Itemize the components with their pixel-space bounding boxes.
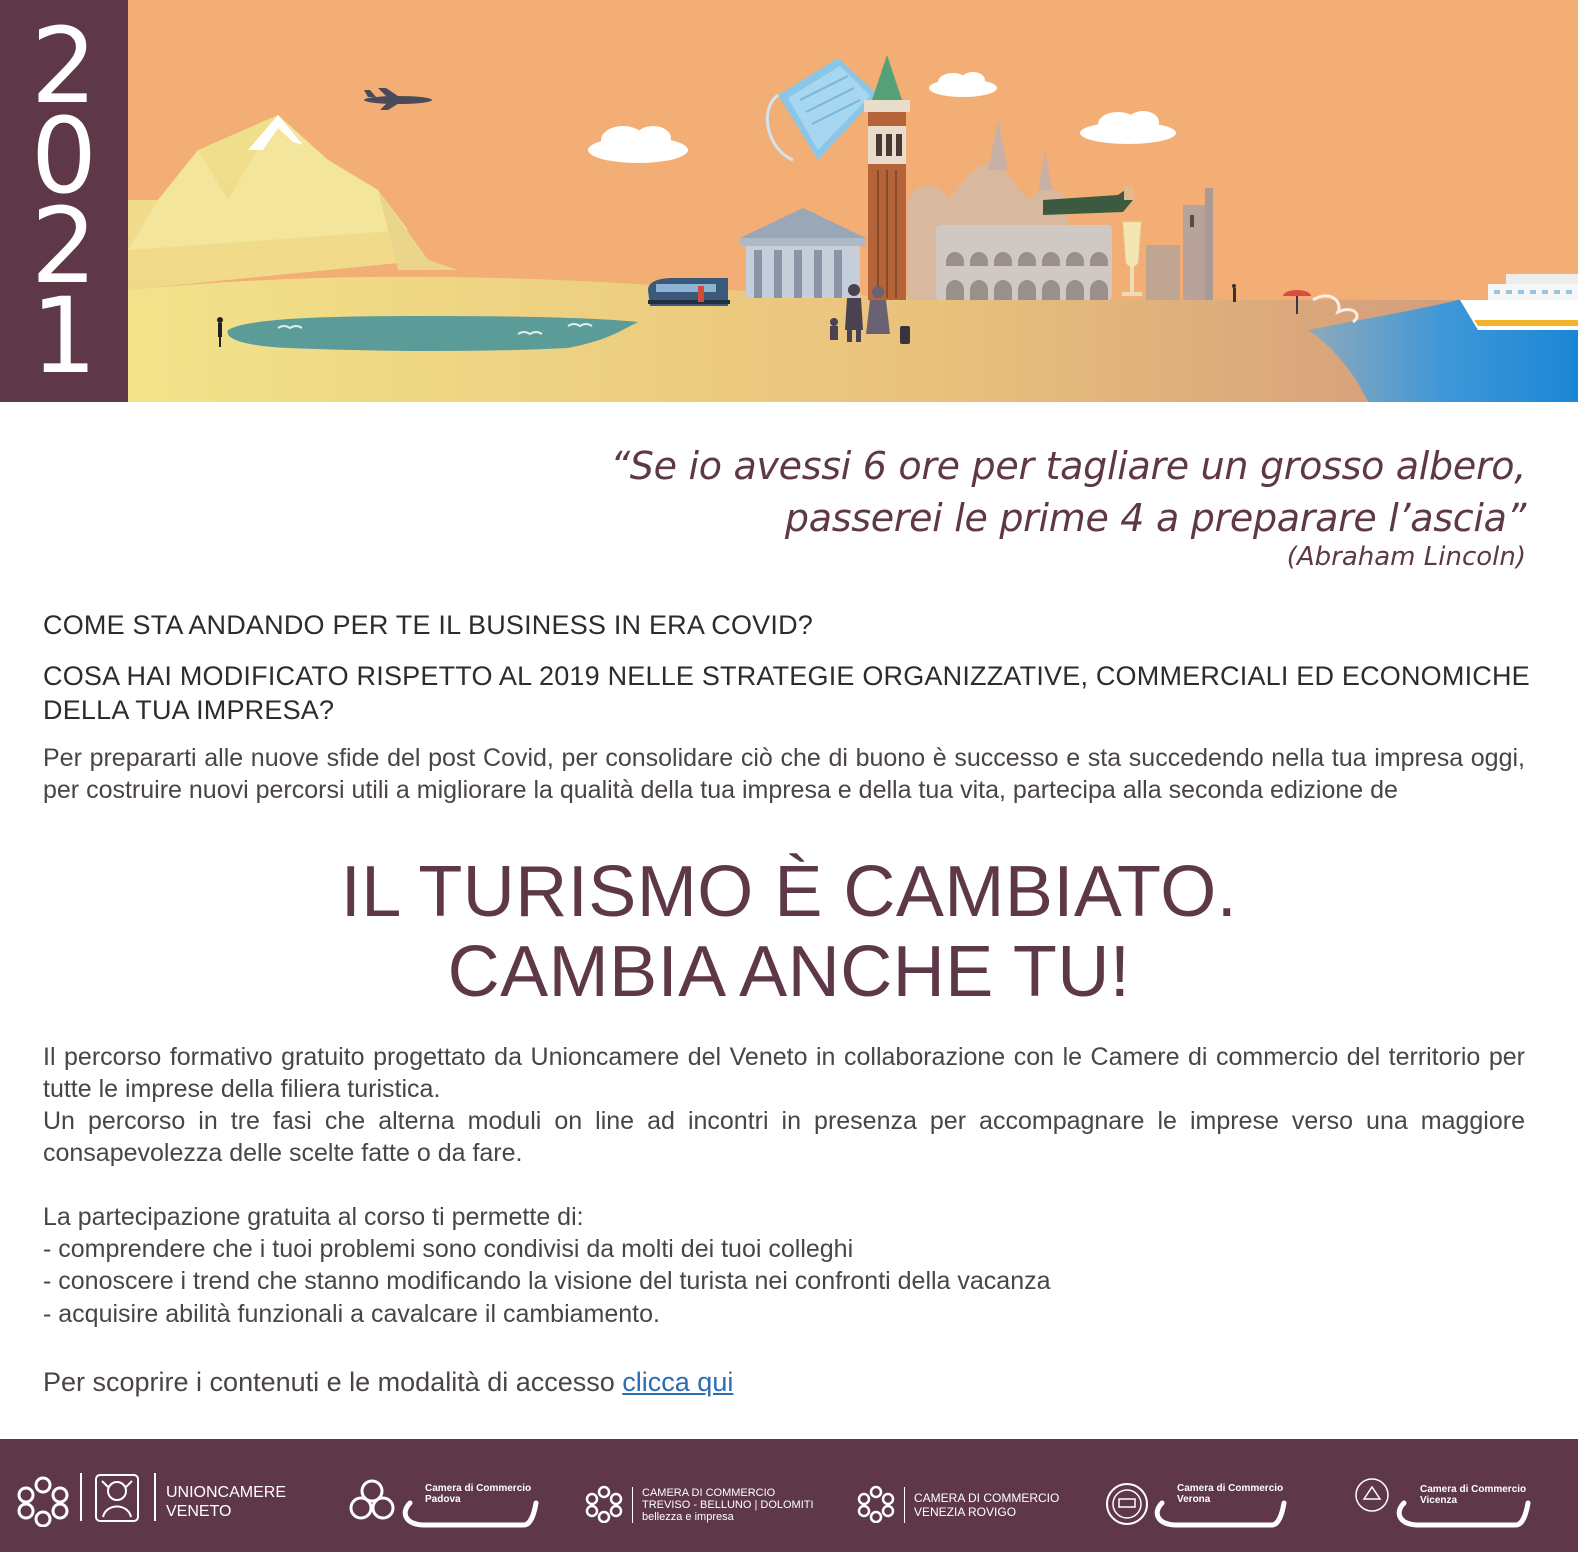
lake-icon xyxy=(228,316,638,351)
main-headline xyxy=(0,852,1578,1012)
year-digit: 0 xyxy=(30,95,98,217)
vicenza-chamber-logo xyxy=(1354,1439,1544,1552)
headline-line: CAMBIA ANCHE TU! xyxy=(447,932,1131,1012)
intro-paragraph: Per prepararti alle nuove sfide del post Covid, per consolidare ciò che di buono è successo e sta succedendo nella tua impresa oggi, per costruire nuovi percorsi utili a migliorare la qualità della tua impresa e della tua vita, partecipa alla seconda edizione de xyxy=(43,744,1525,804)
tourism-illustration xyxy=(128,0,1578,402)
description-paragraph: Il percorso formativo gratuito progettato da Unioncamere del Veneto in collaborazione con le Camere di commercio del territorio per tutte le imprese della filiera turistica. xyxy=(43,1043,1525,1103)
chamber-flower-icon xyxy=(584,1485,624,1523)
benefit-item: - acquisire abilità funzionali a cavalcare il cambiamento. xyxy=(43,1300,660,1328)
logo-separator xyxy=(80,1473,82,1521)
quote-line: passerei le prime 4 a preparare l’ascia” xyxy=(784,496,1526,540)
unioncamere-flower-icon xyxy=(14,1475,72,1527)
treviso-belluno-chamber-name: CAMERA DI COMMERCIO TREVISO - BELLUNO | DOLOMITI bellezza e impresa xyxy=(642,1487,814,1523)
footer-logos xyxy=(0,1439,1578,1552)
logo-separator xyxy=(632,1487,633,1523)
padova-chamber-logo xyxy=(348,1439,548,1552)
unioncamere-veneto-logo xyxy=(14,1439,304,1552)
gondola-swoosh-icon xyxy=(1152,1499,1288,1529)
cta-line xyxy=(43,1365,1525,1399)
year-strip xyxy=(0,0,128,402)
year-digit: 2 xyxy=(30,185,98,307)
gondola-swoosh-icon xyxy=(1394,1499,1532,1529)
question-heading: COSA HAI MODIFICATO RISPETTO AL 2019 NELLE STRATEGIE ORGANIZZATIVE, COMMERCIALI ED ECONOMICHE DELLA TUA IMPRESA? xyxy=(43,661,1530,725)
unioncamere-name: UNIONCAMERE VENETO xyxy=(166,1484,287,1520)
cta-text: Per scoprire i contenuti e le modalità di accesso xyxy=(43,1367,623,1397)
logo-separator xyxy=(904,1487,905,1523)
vicenza-chamber-name: Camera di Commercio Vicenza xyxy=(1420,1484,1527,1506)
train-icon xyxy=(648,278,730,306)
verona-seal-icon xyxy=(1104,1481,1150,1527)
verona-chamber-logo xyxy=(1104,1439,1294,1552)
padova-chamber-name: Camera di Commercio Padova xyxy=(425,1483,532,1505)
quote-line: “Se io avessi 6 ore per tagliare un grosso albero, xyxy=(610,444,1526,488)
benefit-item: - conoscere i trend che stanno modificando la visione del turista nei confronti della vacanza xyxy=(43,1267,1051,1295)
gondola-swoosh-icon xyxy=(400,1499,540,1529)
padova-knot-icon xyxy=(348,1477,396,1523)
chamber-flower-icon xyxy=(856,1485,896,1523)
description-paragraph: Un percorso in tre fasi che alterna moduli on line ad incontri in presenza per accompagnare le imprese verso una maggiore consapevolezza delle scelte fatte o da fare. xyxy=(43,1107,1525,1167)
question-heading: COME STA ANDANDO PER TE IL BUSINESS IN ERA COVID? xyxy=(43,610,813,640)
headline-line: IL TURISMO È CAMBIATO. xyxy=(340,852,1238,932)
benefits-intro: La partecipazione gratuita al corso ti permette di: xyxy=(43,1203,584,1231)
treviso-belluno-chamber-logo xyxy=(584,1439,824,1552)
quote-author: (Abraham Lincoln) xyxy=(1286,542,1526,572)
venezia-rovigo-chamber-name: CAMERA DI COMMERCIO VENEZIA ROVIGO xyxy=(914,1491,1060,1519)
header-banner xyxy=(0,0,1578,402)
vicenza-seal-icon xyxy=(1354,1477,1390,1513)
year-digit: 1 xyxy=(30,275,98,397)
venezia-rovigo-chamber-logo xyxy=(856,1439,1076,1552)
verona-chamber-name: Camera di Commercio Verona xyxy=(1177,1483,1284,1505)
logo-separator xyxy=(154,1473,156,1521)
lincoln-quote xyxy=(610,440,1526,574)
year-digit: 2 xyxy=(30,5,98,127)
lion-of-st-mark-icon xyxy=(94,1473,140,1523)
cta-link[interactable]: clicca qui xyxy=(622,1367,734,1397)
benefit-item: - comprendere che i tuoi problemi sono condivisi da molti dei tuoi colleghi xyxy=(43,1235,854,1263)
arena-icon xyxy=(936,225,1112,300)
